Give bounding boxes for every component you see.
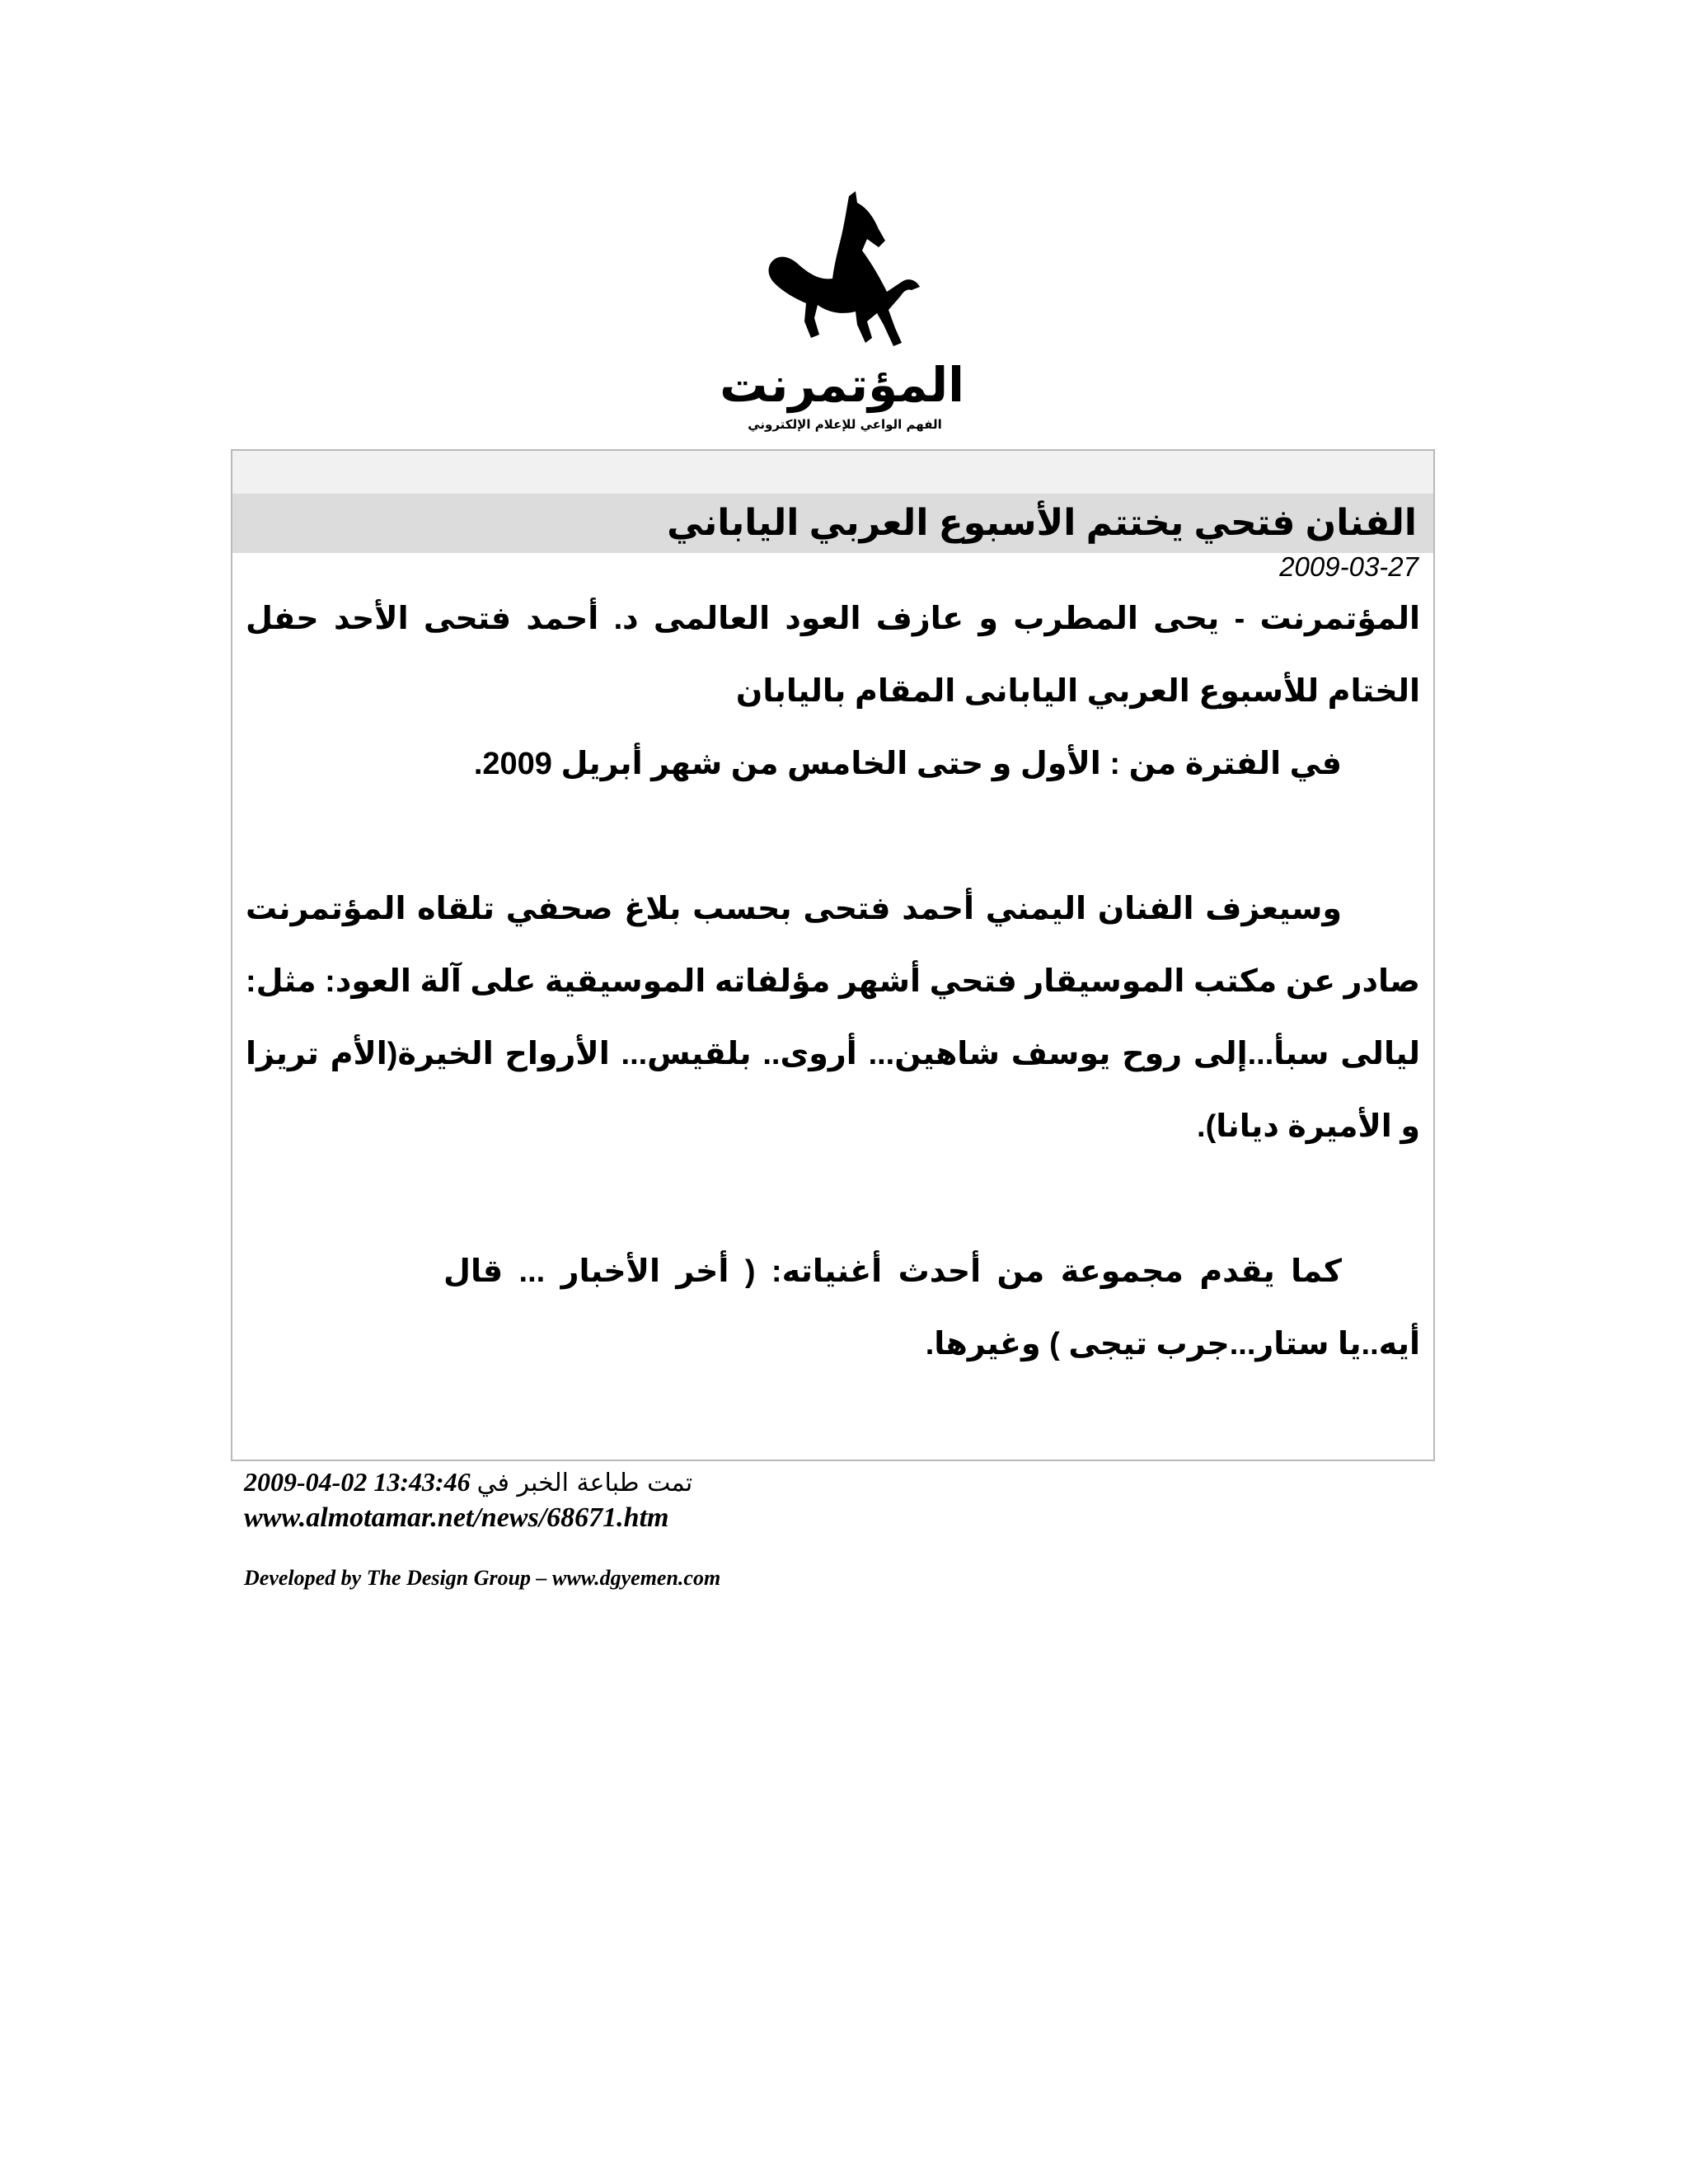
paragraph-performance: وسيعزف الفنان اليمني أحمد فتحى بحسب بلاغ صحفي تلقاه المؤتمرنت صادر عن مكتب الموسيقار فتحي أشهر مؤلفاته الموسيقية على آلة العود: مثل: ليالى سبأ...إلى روح يوسف شاهين... أروى.. بلقيس... الأرواح الخيرة(الأم تريزا و الأميرة ديانا). xyxy=(246,892,1420,1144)
article-date: 2009-03-27 xyxy=(1279,551,1418,582)
paragraph-spacer xyxy=(246,800,1420,873)
paragraph-intro: المؤتمرنت - يحى المطرب و عازف العود العالمى د. أحمد فتحى الأحد حفل الختام للأسبوع العربي اليابانى المقام باليابان xyxy=(246,602,1420,709)
logo-tagline: الفهم الواعي للإعلام الإلكتروني xyxy=(748,417,942,432)
paragraph-period: في الفترة من : الأول و حتى الخامس من شهر أبريل 2009. xyxy=(473,747,1342,781)
article-title: الفنان فتحي يختتم الأسبوع العربي الياباني xyxy=(667,503,1417,543)
print-timestamp: 2009-04-02 13:43:46 xyxy=(244,1467,471,1497)
article-box xyxy=(231,449,1435,1461)
site-logo xyxy=(720,190,964,445)
print-info xyxy=(244,1465,692,1500)
title-bar xyxy=(232,494,1433,553)
top-strip xyxy=(232,451,1433,494)
article-body xyxy=(246,583,1420,1380)
paragraph-songs: كما يقدم مجموعة من أحدث أغنياته: ( أخر الأخبار ... قال أيه..يا ستار...جرب تيجى ) وغيرها. xyxy=(443,1254,1420,1361)
horse-icon xyxy=(725,190,964,354)
developer-credits: Developed by The Design Group – www.dgyemen.com xyxy=(244,1566,721,1590)
article-url[interactable]: www.almotamar.net/news/68671.htm xyxy=(244,1502,669,1533)
logo-wordmark: المؤتمرنت xyxy=(720,357,964,413)
print-label: تمت طباعة الخبر في xyxy=(476,1469,693,1497)
paragraph-spacer xyxy=(246,1163,1420,1235)
